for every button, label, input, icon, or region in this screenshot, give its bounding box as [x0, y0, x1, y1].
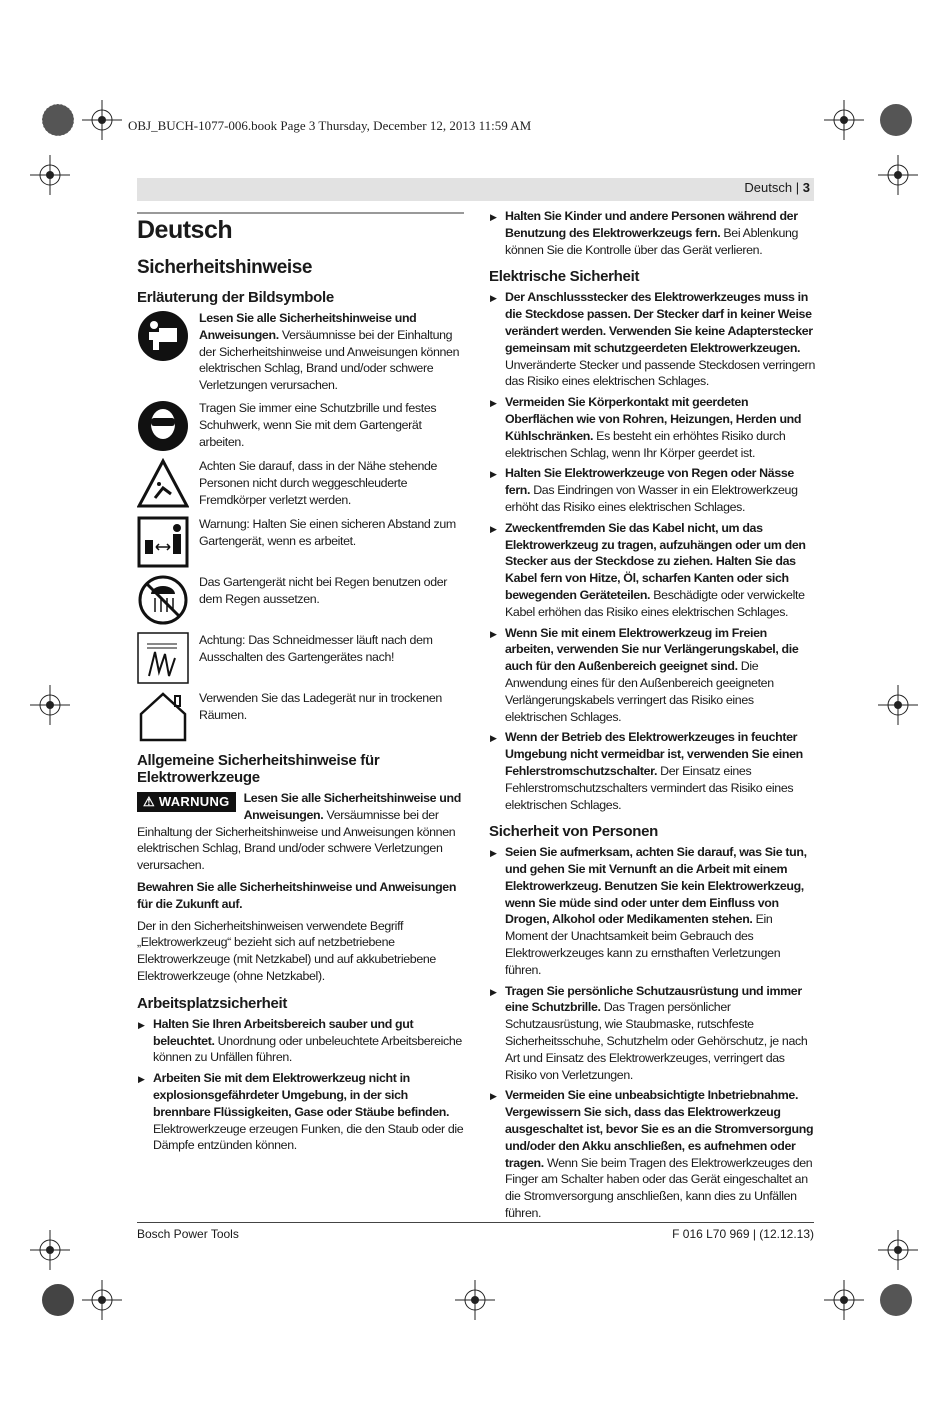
symbol-row — [137, 574, 464, 626]
crosshair-mark-icon — [30, 685, 70, 725]
header-bar — [137, 178, 814, 201]
crosshair-mark-icon — [824, 1280, 864, 1320]
header-section: Deutsch — [744, 180, 793, 195]
safety-heading: Sicherheitshinweise — [137, 257, 313, 278]
running-header — [744, 180, 810, 195]
registration-mark-icon — [876, 1280, 916, 1320]
crosshair-mark-icon — [878, 1230, 918, 1270]
page-title: Deutsch — [137, 216, 233, 244]
symbol-row — [137, 400, 464, 452]
crosshair-mark-icon — [82, 1280, 122, 1320]
registration-mark-icon — [38, 1280, 78, 1320]
keep-instructions-note: Bewahren Sie alle Sicherheitshinweise und Anweisungen für die Zukunft auf. — [137, 879, 457, 911]
no-rain-icon — [137, 574, 189, 626]
registration-mark-icon — [38, 100, 78, 140]
indoor-house-icon — [137, 690, 189, 742]
symbol-description: Achten Sie darauf, dass in der Nähe stehende Personen nicht durch weggeschleuderte Fremdkörper verletzt werden. — [199, 458, 438, 507]
workplace-safety-list-continued — [489, 208, 815, 258]
list-item: ▶ Zweckentfremden Sie das Kabel nicht, um das Elektrowerkzeug zu tragen, aufzuhängen oder um den Stecker aus der Steckdose zu ziehen. Halten Sie das Kabel fern von Hitze, Öl, scharfen Kanten oder sich bewegenden Geräteteilen. Beschädigte oder verwickelte Kabel erhöhen das Risiko eines elektrischen Schlages. — [489, 520, 815, 621]
list-item: ▶ Der Anschlussstecker des Elektrowerkzeuges muss in die Steckdose passen. Der Stecker darf in keiner Weise verändert werden. Verwenden Sie keine Adapterstecker gemeinsam mit schutzgeerdeten Elektrowerkzeugen. Unveränderte Stecker und passende Steckdosen verringern das Risiko eines elektrischen Schlages. — [489, 289, 815, 390]
symbol-row — [137, 458, 464, 510]
left-column — [137, 210, 464, 1158]
crosshair-mark-icon — [878, 685, 918, 725]
safe-distance-icon — [137, 516, 189, 568]
symbol-description: Achtung: Das Schneidmesser läuft nach dem Ausschalten des Gartengerätes nach! — [199, 632, 433, 664]
footer-rule — [137, 1222, 814, 1223]
read-manual-icon — [137, 310, 189, 362]
list-item: ▶ Tragen Sie persönliche Schutzausrüstung und immer eine Schutzbrille. Das Tragen persönlicher Schutzausrüstung, wie Staubmaske, rutschfeste Sicherheitsschuhe, Schutzhelm oder Gehörschutz, je nach Art und Einsatz des Elektrowerkzeuges, verringert das Risiko von Verletzungen. — [489, 983, 815, 1084]
list-item: ▶ Halten Sie Elektrowerkzeuge von Regen oder Nässe fern. Das Eindringen von Wasser in ein Elektrowerkzeug erhöht das Risiko eines elektrischen Schlages. — [489, 465, 815, 515]
right-column — [489, 208, 815, 1226]
symbol-row — [137, 310, 464, 394]
warning-badge: ⚠ WARNUNG — [137, 792, 236, 812]
warning-text: Versäumnisse bei der Einhaltung der Sicherheitshinweise und Anweisungen können elektrischen Schlag, Brand und/oder schwere Verletzungen verursachen. — [137, 807, 456, 873]
list-item: ▶ Arbeiten Sie mit dem Elektrowerkzeug nicht in explosionsgefährdeter Umgebung, in der sich brennbare Flüssigkeiten, Gase oder Stäube befinden. Elektrowerkzeuge erzeugen Funken, die den Staub oder die Dämpfe entzünden können. — [137, 1070, 464, 1154]
crosshair-mark-icon — [30, 1230, 70, 1270]
goggles-icon — [137, 400, 189, 452]
symbol-description: Das Gartengerät nicht bei Regen benutzen oder dem Regen aussetzen. — [199, 574, 448, 606]
workplace-safety-list — [137, 1016, 464, 1154]
definition-paragraph: Der in den Sicherheitshinweisen verwendete Begriff „Elektrowerkzeug“ bezieht sich auf netzbetriebene Elektrowerkzeuge (mit Netzkabel) und auf akkubetriebene Elektrowerkzeuge (ohne Netzkabel). — [137, 918, 436, 983]
symbol-row — [137, 690, 464, 742]
flying-debris-warning-icon — [137, 458, 189, 510]
warning-bold-text: Lesen Sie alle Sicherheitshinweise und Anweisungen. — [243, 790, 461, 822]
footer-brand: Bosch Power Tools — [137, 1227, 239, 1241]
list-item: ▶ Halten Sie Kinder und andere Personen während der Benutzung des Elektrowerkzeugs fern. Bei Ablenkung können Sie die Kontrolle über das Gerät verlieren. — [489, 208, 815, 258]
symbol-description: Lesen Sie alle Sicherheitshinweise und Anweisungen. Versäumnisse bei der Einhaltung der Sicherheitshinweise und Anweisungen können elektrischen Schlag, Brand und/oder schwere Verletzungen verursachen. — [199, 311, 460, 393]
crosshair-mark-icon — [30, 155, 70, 195]
book-info-line: OBJ_BUCH-1077-006.book Page 3 Thursday, December 12, 2013 11:59 AM — [128, 118, 532, 133]
symbol-row — [137, 632, 464, 684]
personal-safety-heading: Sicherheit von Personen — [489, 823, 658, 841]
page-number: 3 — [802, 180, 810, 195]
list-item: ▶ Halten Sie Ihren Arbeitsbereich sauber und gut beleuchtet. Unordnung oder unbeleuchtete Arbeitsbereiche können zu Unfällen führen. — [137, 1016, 464, 1066]
symbol-description: Warnung: Halten Sie einen sicheren Abstand zum Gartengerät, wenn es arbeitet. — [199, 516, 456, 548]
registration-mark-icon — [876, 100, 916, 140]
list-item: ▶ Wenn Sie mit einem Elektrowerkzeug im Freien arbeiten, verwenden Sie nur Verlängerungskabel, die auch für den Außenbereich geeignet sind. Die Anwendung eines für den Außenbereich geeigneten Verlängerungskabels verringert das Risiko eines elektrischen Schlages. — [489, 625, 815, 726]
list-item: ▶ Seien Sie aufmerksam, achten Sie darauf, was Sie tun, und gehen Sie mit Vernunft an die Arbeit mit einem Elektrowerkzeug. Benutzen Sie kein Elektrowerkzeug, wenn Sie müde sind oder unter dem Einfluss von Drogen, Alkohol oder Medikamenten stehen. Ein Moment der Unachtsamkeit beim Gebrauch des Elektrowerkzeuges kann zu ernsthaften Verletzungen führen. — [489, 844, 815, 978]
list-item: ▶ Vermeiden Sie Körperkontakt mit geerdeten Oberflächen wie von Rohren, Heizungen, Herden und Kühlschränken. Es besteht ein erhöhtes Risiko durch elektrischen Schlag, wenn Ihr Körper geerdet ist. — [489, 394, 815, 461]
workplace-safety-heading: Arbeitsplatzsicherheit — [137, 994, 288, 1012]
general-safety-heading: Allgemeine Sicherheitshinweise für Elektrowerkzeuge — [137, 751, 380, 786]
crosshair-mark-icon — [824, 100, 864, 140]
symbols-heading: Erläuterung der Bildsymbole — [137, 289, 334, 306]
electrical-safety-list — [489, 289, 815, 813]
symbol-description: Tragen Sie immer eine Schutzbrille und festes Schuhwerk, wenn Sie mit dem Gartengerät arbeiten. — [199, 400, 437, 449]
blade-runs-on-icon — [137, 632, 189, 684]
symbol-row — [137, 516, 464, 568]
crosshair-mark-icon — [455, 1280, 495, 1320]
personal-safety-list — [489, 844, 815, 1222]
crosshair-mark-icon — [82, 100, 122, 140]
list-item: ▶ Vermeiden Sie eine unbeabsichtigte Inbetriebnahme. Vergewissern Sie sich, dass das Elektrowerkzeug ausgeschaltet ist, bevor Sie es an die Stromversorgung und/oder den Akku anschließen, es aufnehmen oder tragen. Wenn Sie beim Tragen des Elektrowerkzeuges den Finger am Schalter haben oder das Gerät eingeschaltet an die Stromversorgung anschließen, kann dies zu Unfällen führen. — [489, 1087, 815, 1221]
list-item: ▶ Wenn der Betrieb des Elektrowerkzeuges in feuchter Umgebung nicht vermeidbar ist, verwenden Sie einen Fehlerstromschutzschalter. Der Einsatz eines Fehlerstromschutzschalters vermindert das Risiko eines elektrischen Schlages. — [489, 729, 815, 813]
symbol-description: Verwenden Sie das Ladegerät nur in trockenen Räumen. — [199, 690, 442, 722]
header-separator: | — [795, 180, 800, 195]
warning-paragraph — [137, 790, 464, 874]
footer-doc-number: F 016 L70 969 | (12.12.13) — [672, 1227, 814, 1241]
crosshair-mark-icon — [878, 155, 918, 195]
electrical-safety-heading: Elektrische Sicherheit — [489, 268, 640, 286]
